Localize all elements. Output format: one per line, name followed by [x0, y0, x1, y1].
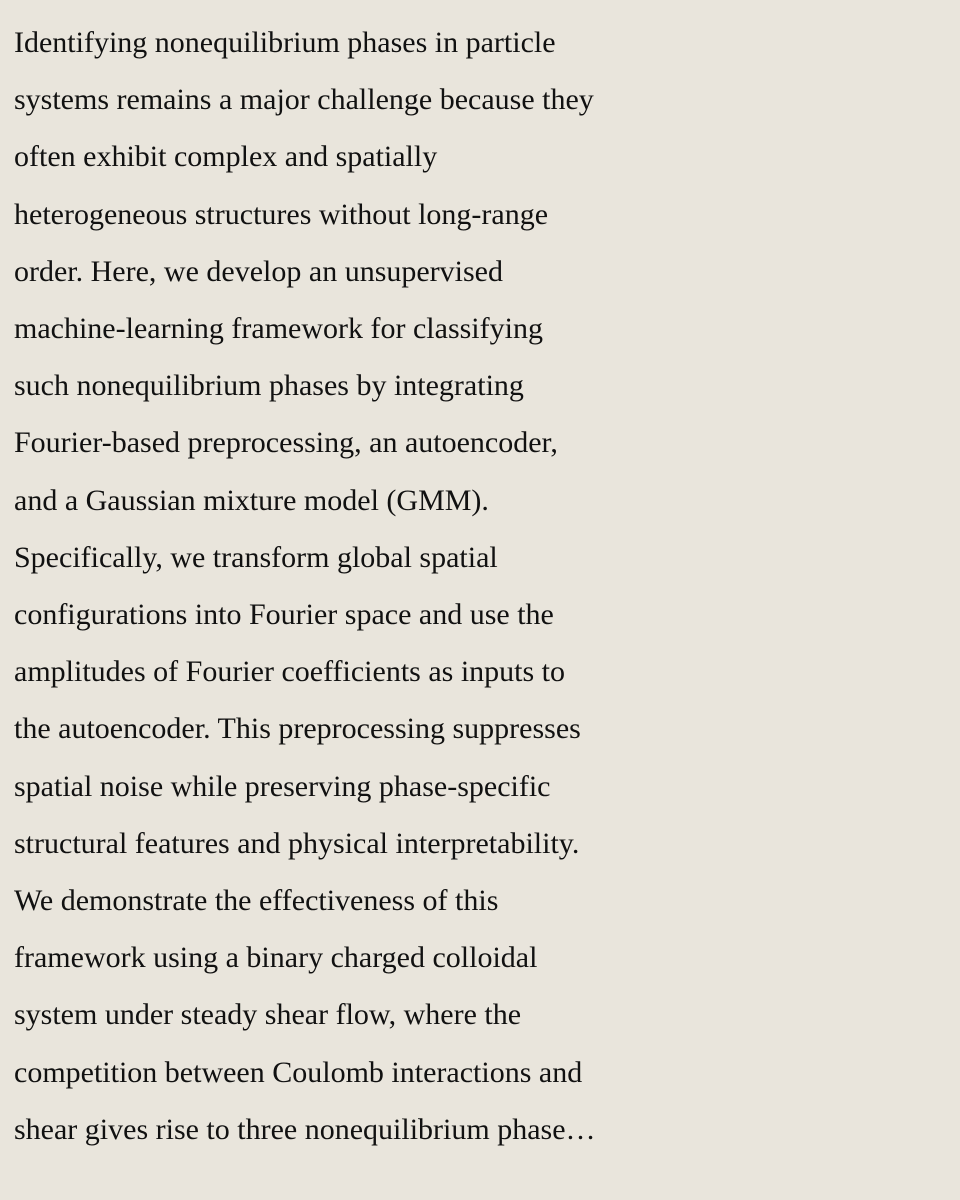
text-line: Identifying nonequilibrium phases in particle [14, 26, 556, 59]
text-line: order. Here, we develop an unsupervised [14, 254, 503, 288]
text-line: framework using a binary charged colloidal [14, 941, 538, 975]
text-line: competition between Coulomb interactions and [14, 1055, 583, 1089]
text-line: machine-learning framework for classifying [14, 312, 543, 346]
text-line: and a Gaussian mixture model (GMM). [14, 483, 489, 517]
text-line: heterogeneous structures without long-range [14, 197, 549, 231]
text-line: We demonstrate the effectiveness of this [14, 884, 499, 918]
text-line: configurations into Fourier space and use the [14, 598, 554, 632]
text-line: amplitudes of Fourier coefficients as inputs to [14, 655, 566, 689]
abstract-text [14, 14, 960, 1158]
text-line: such nonequilibrium phases by integrating [14, 369, 524, 403]
text-line: systems remains a major challenge because they [14, 83, 594, 117]
text-line: structural features and physical interpretability. [14, 826, 580, 860]
text-line: the autoencoder. This preprocessing suppresses [14, 712, 581, 746]
text-line: spatial noise while preserving phase-specific [14, 769, 551, 803]
text-line: shear gives rise to three nonequilibrium phase… [14, 1112, 596, 1146]
text-line: Fourier-based preprocessing, an autoencoder, [14, 426, 558, 460]
text-line: often exhibit complex and spatially [14, 140, 438, 174]
text-line: Specifically, we transform global spatial [14, 540, 498, 574]
text-line: system under steady shear flow, where the [14, 998, 522, 1032]
